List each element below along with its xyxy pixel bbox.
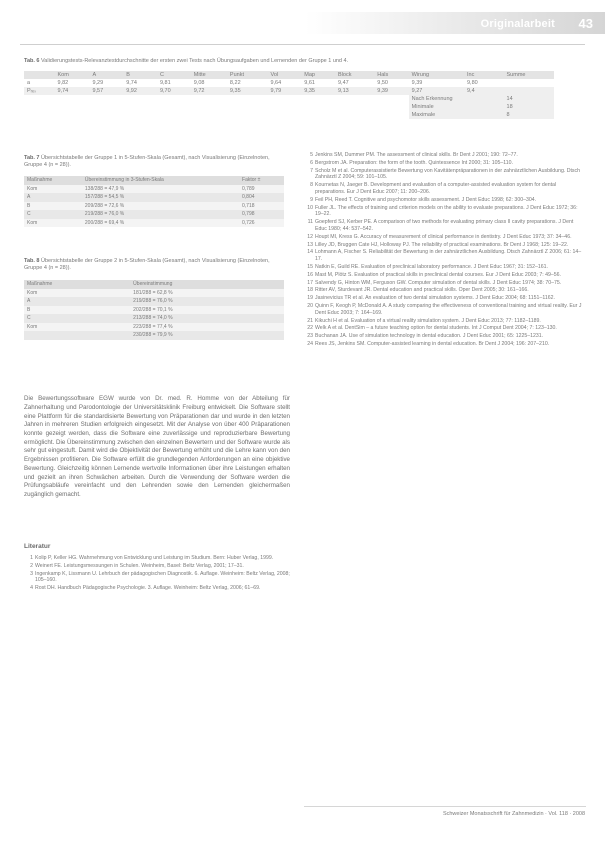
table-cell: 14	[504, 95, 554, 103]
table-cell-empty	[301, 103, 335, 111]
table-cell-empty	[54, 111, 89, 119]
table-6-label: Tab. 6	[24, 58, 40, 64]
table-cell: 9,74	[126, 80, 137, 86]
table-cell: 219/288 = 76,0 %	[133, 298, 173, 305]
table-cell: 9,29	[92, 80, 104, 86]
reference-text: Jasinevicius TR et al. An evaluation of two dental simulation systems. J Dent Educ 2004; 68: 1151–1162.	[315, 295, 555, 302]
table-cell: Kom	[27, 219, 38, 226]
table-8-caption	[24, 258, 289, 272]
table-6-header-cell: Block	[338, 72, 352, 78]
reference-text: Kournetas N, Jaeger B. Development and evaluation of a computer-assisted evaluation system for dental preparations. Eur J Dent Educ 2007; 11: 200–206.	[315, 182, 557, 195]
table-7-header-cell: Maßnahme	[27, 177, 53, 184]
reference-number: 20	[307, 302, 313, 309]
table-7	[24, 176, 284, 227]
table-7-header-cell: Faktor ±	[242, 177, 261, 184]
reference-item	[304, 303, 586, 317]
table-cell: 9,80	[466, 80, 478, 86]
table-cell-empty	[301, 111, 335, 119]
reference-number: 3	[30, 570, 33, 577]
reference-number: 9	[310, 196, 313, 203]
table-6-header-row	[24, 71, 554, 79]
table-cell: 9,39	[411, 80, 423, 86]
reference-number: 21	[307, 317, 313, 324]
table-6-header-cell: Map	[304, 72, 315, 78]
table-cell-empty	[335, 111, 374, 119]
reference-text: Rost DH. Handbuch Pädagogische Psychologie. 3. Auflage. Weinheim: Beltz Verlag, 2006; 61–69.	[35, 585, 261, 592]
reference-number: 8	[310, 182, 313, 189]
table-cell-empty	[123, 111, 157, 119]
table-cell-empty	[335, 95, 374, 103]
reference-text: Ritter AV, Sturdevant JR. Dental education and practical skills. Oper Dent 2005; 30: 161–166.	[315, 287, 529, 294]
table-cell-empty	[335, 103, 374, 111]
table-cell: 8	[504, 111, 554, 119]
table-cell: 9,92	[126, 88, 137, 94]
table-cell-empty	[89, 111, 123, 119]
table-7-header-row	[24, 176, 284, 185]
reference-number: 5	[310, 152, 313, 158]
reference-text: Goepferd SJ, Kerber PE. A comparison of two methods for evaluating primary class II cavity preparations. J Dent Educ 1980; 44: 537–542.	[315, 219, 574, 232]
reference-text: Houpt MI, Kress G. Accuracy of measurement of clinical performance in dentistry. J Dent Educ 1973; 37: 34–46.	[315, 233, 572, 240]
reference-item	[24, 555, 290, 562]
footer: Schweizer Monatsschrift für Zahnmedizin · Vol. 118 · 2008	[442, 811, 585, 817]
reference-item	[304, 160, 586, 167]
table-6-header-cell: Mitte	[193, 72, 206, 78]
table-cell-empty	[24, 111, 54, 119]
reference-item	[24, 585, 290, 592]
reference-text: Welk A et al. DentSim – a future teaching option for dental students. Int J Comput Dent 2004; 7: 123–130.	[315, 325, 557, 332]
reference-item	[304, 242, 586, 249]
reference-number: 1	[30, 555, 33, 561]
table-cell: 9,82	[57, 80, 69, 86]
table-6-caption	[24, 58, 544, 65]
reference-text: Bergstrom JA. Preparation: the form of the tooth. Quintessence Int 2000; 31: 105–110.	[315, 159, 514, 166]
table-8-header-row	[24, 280, 284, 289]
reference-text: Mast M, Plötz S. Evaluation of practical skills in preclinical dental courses. Eur J Dent Educ 2003; 7: 49–56.	[315, 271, 561, 278]
reference-item	[304, 280, 586, 287]
reference-text: Feil PH, Reed T. Cognitive and psychomotor skills assessment. J Dent Educ 1998; 62: 300–304.	[315, 196, 537, 203]
table-row	[24, 87, 554, 95]
table-7-caption	[24, 155, 289, 169]
literature-list-left	[24, 555, 290, 593]
reference-item	[304, 168, 586, 182]
table-8	[24, 280, 284, 340]
reference-item	[304, 341, 586, 348]
table-cell-empty	[267, 103, 301, 111]
reference-number: 12	[307, 233, 313, 240]
table-cell: 9,57	[92, 88, 104, 94]
table-6-caption-text: Validierungstests-Relevanztestdurchschnitte der ersten zwei Tests nach Übungsaufgaben und Lernenden der Gruppe 1 und 4.	[41, 58, 349, 64]
table-cell-empty	[374, 103, 408, 111]
table-cell: 9,72	[193, 88, 205, 94]
reference-item	[304, 182, 586, 196]
table-cell: A	[27, 194, 31, 201]
footer-divider	[304, 806, 586, 807]
table-6-header-cell: Hals	[377, 72, 389, 78]
reference-number: 16	[307, 271, 313, 278]
table-cell-empty	[374, 111, 408, 119]
reference-number: 14	[307, 249, 313, 256]
reference-item	[304, 318, 586, 325]
table-cell: 9,08	[193, 80, 205, 86]
body-paragraph: Die Bewertungssoftware EGW wurde von Dr. med. R. Homme von der Abteilung für Zahnerhaltung und Parodontologie der Universitätsklinik Freiburg entwickelt. Die Software stellt eine Plattform für die standardisierte Bewertung von Präparationen dar und wurde in den letzten Jahren in mehreren Studien erfolgreich eingesetzt. Mit der Analyse von über 400 Präparationen konnte gezeigt werden, dass die Software eine zuverlässige und reproduzierbare Bewertung ermöglicht. Die Übereinstimmung zwischen den einzelnen Bewertern und der Software wurde als sehr gut eingestuft. Damit wird die Objektivität der Bewertung erhöht und die Lehre kann von den Ergebnissen profitieren. Die Software erfüllt die grundlegenden Anforderungen an eine objektive Bewertung. Gleichzeitig können Lernende wertvolle Informationen über ihre Leistungen erhalten und gezielt an ihren Schwächen arbeiten. Durch die Verwendung der Software werden die Prüfungsabläufe vereinfacht und den Lehrenden sowie den Lernenden gleichermaßen zugänglich gemacht.	[24, 395, 290, 498]
table-cell: 9,35	[229, 88, 241, 94]
table-cell-empty	[227, 95, 268, 103]
table-cell: 8,22	[229, 80, 241, 86]
table-cell: 157/288 = 54,5 %	[84, 194, 125, 201]
table-cell: 181/288 = 62,8 %	[133, 289, 173, 296]
reference-item	[304, 249, 586, 263]
table-cell: 213/288 = 74,0 %	[133, 315, 173, 322]
reference-text: Fuller JL. The effects of training and criterion models on the ability to evaluate preparations. J Dent Educ 1972; 36: 19–22.	[315, 204, 578, 218]
table-cell: 202/288 = 70,1 %	[133, 306, 173, 313]
reference-item	[304, 272, 586, 279]
reference-text: Lilley JD, Bruggen Cate HJ, Holloway PJ. The reliability of practical examinations. Br Dent J 1968; 125: 19–22.	[315, 241, 569, 248]
table-cell	[24, 331, 130, 340]
table-cell: 219/288 = 76,0 %	[84, 211, 125, 218]
table-row	[24, 306, 284, 315]
table-row	[24, 103, 554, 111]
table-cell-empty	[123, 95, 157, 103]
table-cell: Kom	[27, 323, 38, 330]
reference-item	[24, 563, 290, 570]
reference-item	[304, 234, 586, 241]
reference-text: Buchanan JA. Use of simulation technology in dental education. J Dent Educ 2001; 65: 1225–1231.	[315, 333, 544, 340]
reference-text: Kolip P, Keller HG. Wahrnehmung von Entwicklung und Leistung im Studium. Bern: Huber Verlag, 1999.	[35, 555, 274, 561]
table-6-header-cell: Punkt	[229, 72, 244, 78]
table-row	[24, 95, 554, 103]
table-cell: 223/288 = 77,4 %	[133, 323, 173, 330]
reference-number: 10	[307, 204, 313, 211]
reference-text: Lohmann A, Fischer S. Reliabilität der Bewertung in der zahnärztlichen Ausbildung. Dtsch Zahnärztl Z 2006; 61: 14–17.	[315, 249, 582, 263]
reference-text: Scholz M et al. Computerassistierte Bewertung von Kavitätenpräparationen in der zahnärztlichen Ausbildung. Dtsch Zahnärztl Z 2004; 59: 101–105.	[315, 167, 580, 181]
table-6-header-cell: C	[159, 72, 164, 78]
table-cell: 9,13	[338, 88, 349, 94]
table-cell-empty	[89, 103, 123, 111]
table-cell-empty	[54, 95, 89, 103]
table-cell-empty	[191, 103, 227, 111]
reference-number: 11	[307, 219, 313, 226]
table-6-header-cell	[24, 71, 54, 79]
table-6	[24, 71, 554, 119]
table-cell: 18	[504, 103, 554, 111]
table-cell: B	[27, 306, 31, 313]
table-cell-empty	[267, 111, 301, 119]
table-cell-empty	[123, 103, 157, 111]
reference-text: Weinert FE. Leistungsmessungen in Schulen. Weinheim, Basel: Beltz Verlag, 2001; 17–31.	[35, 562, 244, 569]
reference-number: 23	[307, 333, 313, 340]
table-cell: 9,50	[377, 80, 388, 86]
table-cell: 9,27	[411, 88, 423, 94]
reference-text: Rees JS, Jenkins SM. Computer-assisted learning in dental education. Br Dent J 2004; 196: 207–210.	[315, 340, 550, 347]
reference-number: 6	[310, 159, 313, 166]
table-cell: 9,4	[466, 88, 475, 94]
table-cell: 9,74	[57, 88, 69, 94]
table-row	[24, 210, 284, 219]
reference-text: Kikuchi H et al. Evaluation of a virtual reality simulation system. J Dent Educ 2013; 77: 1182–1189.	[315, 317, 541, 324]
table-cell: 209/288 = 72,6 %	[84, 202, 125, 209]
reference-number: 2	[30, 562, 33, 569]
table-cell-empty	[227, 103, 268, 111]
table-cell: 9,81	[159, 80, 171, 86]
table-cell: Kom	[27, 185, 38, 192]
table-cell: Minimale	[409, 103, 504, 111]
reference-text: Natkin E, Guild RE. Evaluation of preclinical laboratory performance. J Dent Educ 1967; 31: 152–161.	[315, 263, 548, 270]
table-cell: Nach Erkennung	[409, 95, 504, 103]
table-cell: C	[27, 211, 31, 218]
reference-text: Quinn F, Keogh P, McDonald A. A study comparing the effectiveness of conventional training and virtual reality. Eur J Dent Educ 2003; 7: 164–169.	[315, 302, 582, 316]
table-row	[24, 79, 554, 87]
header-divider	[20, 44, 585, 45]
reference-item	[304, 152, 586, 159]
header-band	[305, 12, 605, 34]
table-cell: 9,39	[377, 88, 388, 94]
header-title: Originalarbeit	[480, 18, 555, 30]
table-6-header-cell: B	[126, 72, 130, 78]
table-cell: 230/288 = 79,9 %	[133, 332, 173, 339]
table-8-caption-text: Übersichtstabelle der Gruppe 2 in 5-Stufen-Skala (Gesamt), nach Visualisierung (Einzelnoten, Gruppe 4 (n = 28)).	[24, 258, 270, 271]
table-row	[24, 323, 284, 332]
table-cell: 138/288 = 47,9 %	[84, 185, 125, 192]
table-cell: 9,47	[338, 80, 349, 86]
table-cell-empty	[191, 111, 227, 119]
table-8-header-cell: Maßnahme	[27, 281, 53, 288]
table-cell: a	[27, 80, 31, 86]
table-cell-empty	[24, 103, 54, 111]
table-cell: 0,804	[242, 194, 255, 201]
table-row	[24, 111, 554, 119]
reference-text: Salvendy G, Hinton WM, Ferguson GW. Computer simulation of dental skills. J Dent Educ 1974; 38: 70–75.	[315, 279, 562, 286]
page-number: 43	[578, 16, 593, 31]
reference-number: 7	[310, 167, 313, 174]
reference-number: 15	[307, 263, 313, 270]
table-cell: Maximale	[409, 111, 504, 119]
table-row	[24, 297, 284, 306]
table-cell: B	[27, 202, 31, 209]
table-6-header-cell: A	[92, 72, 97, 78]
table-6-header-cell: Wirung	[411, 72, 430, 78]
reference-text: Jenkins SM, Dummer PM. The assessment of clinical skills. Br Dent J 2001; 190: 72–77.	[315, 152, 518, 158]
table-7-label: Tab. 7	[24, 155, 40, 161]
reference-number: 17	[307, 279, 313, 286]
table-8-label: Tab. 8	[24, 258, 40, 264]
reference-item	[304, 325, 586, 332]
reference-number: 13	[307, 241, 313, 248]
reference-number: 18	[307, 287, 313, 294]
table-6-header-cell: Summe	[506, 72, 526, 78]
reference-number: 4	[30, 585, 33, 592]
table-row	[24, 185, 284, 194]
table-6-header-cell: Inc	[466, 72, 475, 78]
table-cell-empty	[301, 95, 335, 103]
table-8-header-cell: Übereinstimmung	[133, 281, 173, 288]
reference-number: 22	[307, 325, 313, 332]
table-cell-empty	[374, 95, 408, 103]
table-cell-empty	[54, 103, 89, 111]
table-cell: 200/288 = 69,4 %	[84, 219, 125, 226]
table-7-caption-text: Übersichtstabelle der Gruppe 1 in 5-Stufen-Skala (Gesamt), nach Visualisierung (Einzelnoten, Gruppe 4 (n = 28)).	[24, 155, 270, 168]
table-cell: A	[27, 298, 31, 305]
table-6-header-cell: Kom	[57, 72, 69, 78]
reference-item	[304, 287, 586, 294]
table-cell: 0,718	[242, 202, 255, 209]
table-row	[24, 219, 284, 228]
table-row	[24, 331, 284, 340]
table-cell: C	[27, 315, 31, 322]
table-cell-empty	[89, 95, 123, 103]
table-cell: 9,61	[304, 80, 315, 86]
table-cell: Pᵣₑₛ	[27, 88, 37, 94]
table-cell: 9,79	[270, 88, 282, 94]
table-cell-empty	[24, 95, 54, 103]
reference-item	[24, 571, 290, 585]
table-row	[24, 289, 284, 298]
table-cell	[504, 87, 554, 95]
reference-text: Ingenkamp K, Lissmann U. Lehrbuch der pädagogischen Diagnostik. 6. Auflage. Weinheim: Beltz Verlag, 2008; 105–160.	[35, 570, 290, 584]
reference-number: 19	[307, 295, 313, 302]
table-row	[24, 193, 284, 202]
reference-item	[304, 295, 586, 302]
literature-heading: Literatur	[24, 543, 51, 550]
table-row	[24, 202, 284, 211]
table-cell-empty	[267, 95, 301, 103]
table-cell: 9,35	[304, 88, 315, 94]
table-cell-empty	[157, 111, 191, 119]
reference-item	[304, 264, 586, 271]
table-cell: 9,64	[270, 80, 282, 86]
running-header	[0, 8, 605, 38]
table-cell-empty	[227, 111, 268, 119]
table-7-header-cell: Übereinstimmung in 3-Stufen-Skala	[84, 177, 164, 184]
table-6-header-cell: Vol	[270, 72, 279, 78]
table-cell: 0,789	[242, 185, 255, 192]
reference-item	[304, 197, 586, 204]
table-cell-empty	[191, 95, 227, 103]
table-cell: 0,726	[242, 219, 255, 226]
table-cell	[504, 79, 554, 87]
reference-item	[304, 219, 586, 233]
table-row	[24, 314, 284, 323]
table-cell: 9,70	[159, 88, 171, 94]
reference-item	[304, 333, 586, 340]
table-cell-empty	[157, 103, 191, 111]
reference-item	[304, 205, 586, 219]
table-cell-empty	[157, 95, 191, 103]
table-cell: Kom	[27, 289, 38, 296]
literature-list-right	[304, 152, 586, 349]
reference-number: 24	[307, 340, 313, 347]
table-cell: 0,798	[242, 211, 255, 218]
